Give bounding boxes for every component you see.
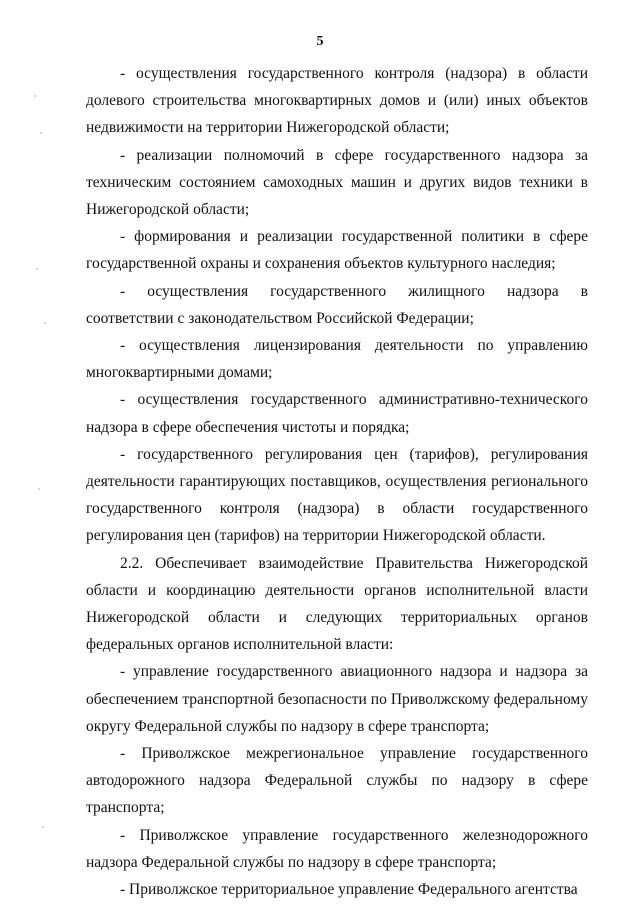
- scan-speck: [42, 826, 44, 828]
- paragraph-8: 2.2. Обеспечивает взаимодействие Правительства Нижегородской области и координацию деятельности органов исполнительной власти Нижегородской области и следующих территориальных органов федеральных органов исполнительной власти:: [86, 554, 588, 654]
- paragraph-5: - осуществления лицензирования деятельности по управлению многоквартирными домами;: [86, 337, 588, 382]
- paragraph-12: - Приволжское территориальное управление Федерального агентства: [120, 881, 578, 899]
- paragraph-6: - осуществления государственного административно-технического надзора в сфере обеспечения чистоты и порядка;: [86, 391, 588, 436]
- paragraph-4: - осуществления государственного жилищного надзора в соответствии с законодательством Российской Федерации;: [86, 282, 588, 327]
- page-body: [86, 60, 588, 903]
- paragraph-9: - управление государственного авиационного надзора и надзора за обеспечением транспортной безопасности по Приволжскому федеральному округу Федеральной службы по надзору в сфере транспорта;: [86, 663, 588, 735]
- paragraph-2: - реализации полномочий в сфере государственного надзора за техническим состоянием самоходных машин и других видов техники в Нижегородской области;: [86, 146, 588, 219]
- scan-speck: [38, 488, 40, 490]
- paragraph-3: - формирования и реализации государственной политики в сфере государственной охраны и сохранения объектов культурного наследия;: [86, 228, 588, 273]
- page-number: 5: [316, 34, 324, 49]
- paragraph-11: - Приволжское управление государственного железнодорожного надзора Федеральной службы по надзору в сфере транспорта;: [86, 826, 588, 871]
- scan-speck: [34, 95, 36, 97]
- paragraph-7: - государственного регулирования цен (тарифов), регулирования деятельности гарантирующих поставщиков, осуществления регионального государственного контроля (надзора) в области государственного регулирования цен (тарифов) на территории Нижегородской области.: [86, 445, 588, 545]
- scan-speck: [36, 268, 38, 270]
- paragraph-10: - Приволжское межрегиональное управление государственного автодорожного надзора Федеральной службы по надзору в сфере транспорта;: [86, 745, 588, 817]
- scan-speck: [40, 132, 42, 134]
- scan-speck: [44, 322, 46, 324]
- paragraph-1: - осуществления государственного контроля (надзора) в области долевого строительства многоквартирных домов и (или) иных объектов недвижимости на территории Нижегородской области;: [86, 65, 588, 137]
